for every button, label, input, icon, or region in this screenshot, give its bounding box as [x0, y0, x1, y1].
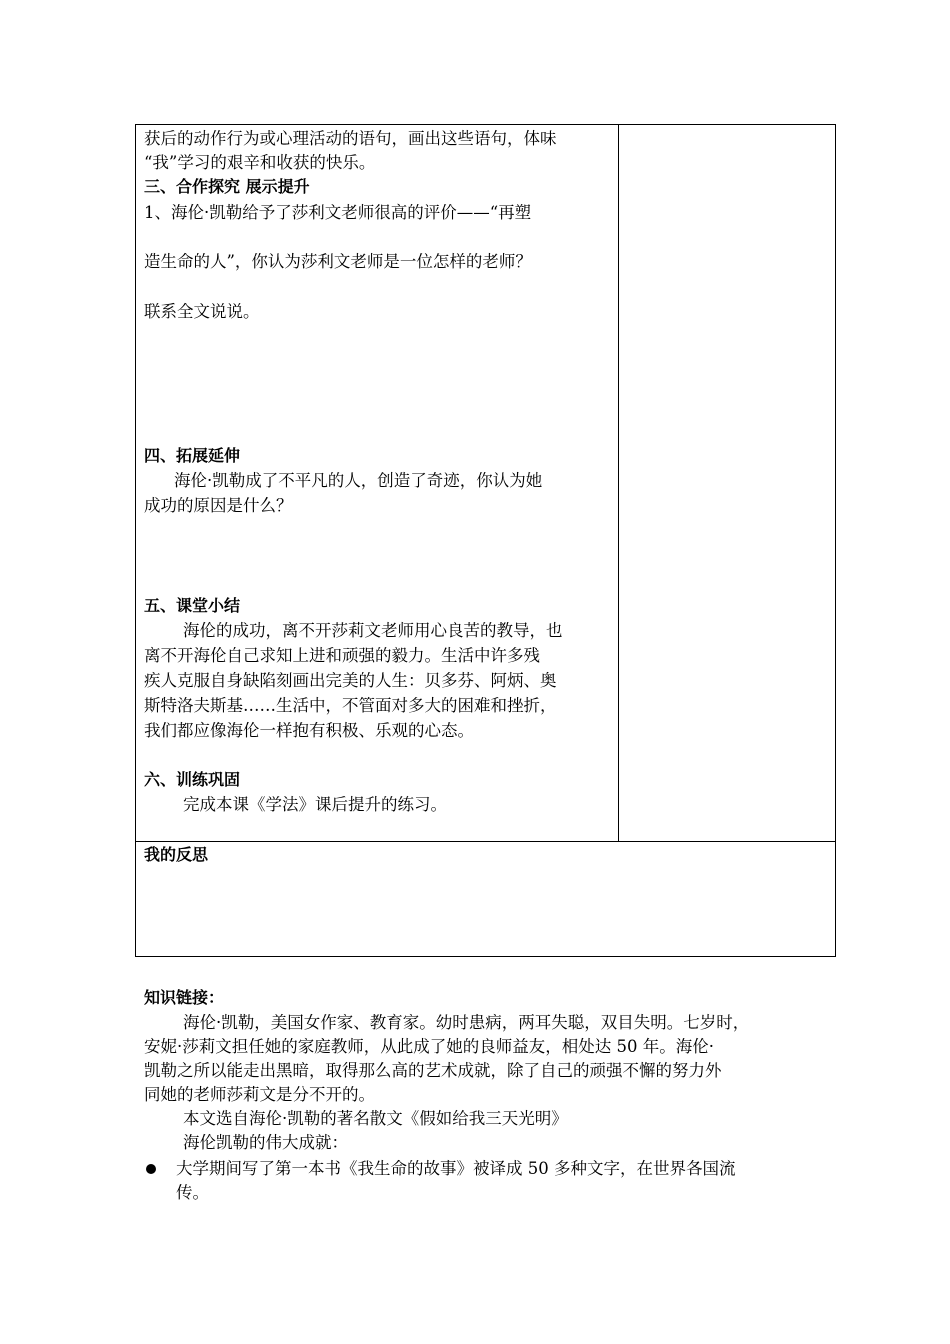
lesson-table	[135, 124, 836, 957]
section-4-line-1: 海伦·凯勒成了不平凡的人，创造了奇迹，你认为她	[174, 471, 543, 490]
knowledge-line-4: 同她的老师莎莉文是分不开的。	[144, 1085, 375, 1104]
reflection-cell	[136, 842, 836, 957]
reflection-heading: 我的反思	[144, 845, 209, 864]
section-5-line-1: 海伦的成功，离不开莎莉文老师用心良苦的教导，也	[183, 621, 563, 640]
bullet-line-2: 传。	[176, 1183, 209, 1202]
section-5-line-2: 离不开海伦自己求知上进和顽强的毅力。生活中许多残	[144, 646, 540, 665]
section-3-heading: 三、合作探究 展示提升	[144, 177, 310, 196]
intro-line-2: “我”学习的艰辛和收获的快乐。	[144, 153, 376, 172]
knowledge-line-1: 海伦·凯勒，美国女作家、教育家。幼时患病，两耳失聪，双目失明。七岁时，	[183, 1013, 750, 1032]
section-3-question-line-3: 联系全文说说。	[144, 302, 260, 321]
bullet-line-1: 大学期间写了第一本书《我生命的故事》被译成 50 多种文字，在世界各国流	[176, 1159, 736, 1178]
source-line: 本文选自海伦·凯勒的著名散文《假如给我三天光明》	[183, 1109, 568, 1128]
knowledge-line-2: 安妮·莎莉文担任她的家庭教师，从此成了她的良师益友，相处达 50 年。海伦·	[144, 1037, 714, 1056]
knowledge-heading: 知识链接：	[144, 988, 225, 1007]
section-6-line-1: 完成本课《学法》课后提升的练习。	[183, 795, 447, 814]
section-4-heading: 四、拓展延伸	[144, 446, 241, 465]
section-4-line-2: 成功的原因是什么？	[144, 496, 293, 515]
knowledge-line-3: 凯勒之所以能走出黑暗，取得那么高的艺术成就，除了自己的顽强不懈的努力外	[144, 1061, 722, 1080]
section-5-line-3: 疾人克服自身缺陷刻画出完美的人生：贝多芬、阿炳、奥	[144, 671, 557, 690]
achievements-heading: 海伦凯勒的伟大成就：	[183, 1133, 348, 1152]
section-5-line-4: 斯特洛夫斯基……生活中，不管面对多大的困难和挫折，	[144, 696, 557, 715]
section-3-question-line-2: 造生命的人”，你认为莎利文老师是一位怎样的老师？	[144, 252, 532, 271]
section-5-heading: 五、课堂小结	[144, 596, 241, 615]
section-6-heading: 六、训练巩固	[144, 770, 241, 789]
bullet-dot-icon	[146, 1164, 156, 1174]
intro-line-1: 获后的动作行为或心理活动的语句，画出这些语句，体味	[144, 129, 557, 148]
section-3-question-line-1: 1、海伦·凯勒给予了莎利文老师很高的评价——“再塑	[144, 203, 532, 222]
section-5-line-5: 我们都应像海伦一样抱有积极、乐观的心态。	[144, 721, 474, 740]
notes-cell	[619, 125, 836, 842]
